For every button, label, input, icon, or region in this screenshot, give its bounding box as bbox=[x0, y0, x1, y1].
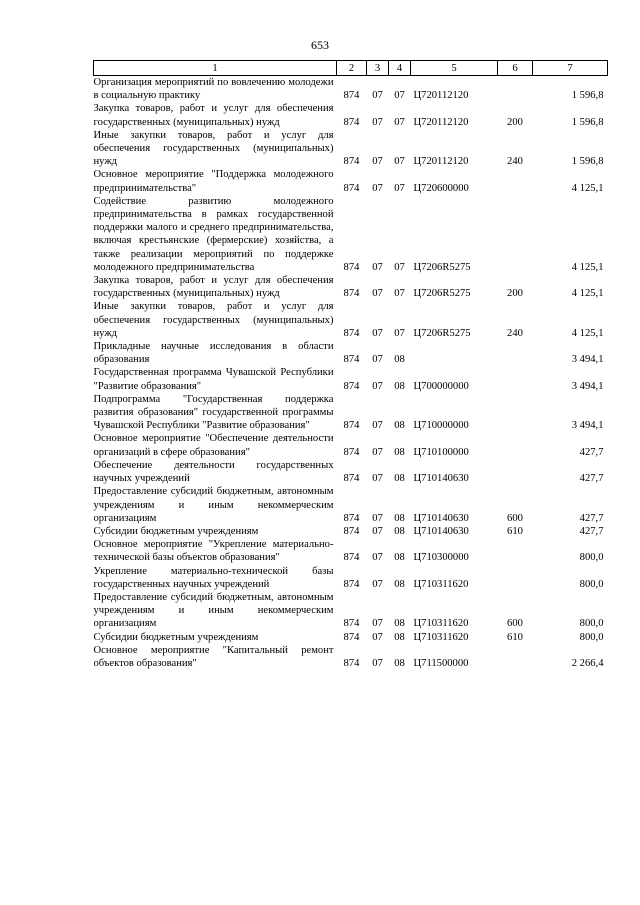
row-section: 07 bbox=[372, 380, 383, 392]
row-target: Ц720112120 bbox=[413, 156, 469, 168]
row-gr: 874 bbox=[343, 420, 360, 432]
header-cell-target: 5 bbox=[411, 61, 498, 76]
row-section: 07 bbox=[372, 618, 383, 630]
table-row bbox=[94, 631, 608, 644]
table-row bbox=[94, 129, 608, 169]
row-name: Предоставление субсидий бюджетным, автономным учреждениям и иным некоммерческим организациям bbox=[93, 591, 334, 630]
row-subsection: 08 bbox=[394, 420, 405, 432]
row-type: 240 bbox=[507, 327, 523, 339]
row-gr: 874 bbox=[343, 657, 360, 669]
row-target: Ц710300000 bbox=[413, 552, 469, 564]
header-cell-gr: 2 bbox=[337, 61, 367, 76]
table-row bbox=[94, 432, 608, 458]
row-type bbox=[498, 538, 533, 564]
row-subsection: 07 bbox=[394, 327, 405, 339]
row-section: 07 bbox=[372, 156, 383, 168]
row-section: 07 bbox=[372, 261, 383, 273]
row-amount: 800,0 bbox=[579, 618, 604, 630]
row-target: Ц700000000 bbox=[413, 380, 469, 392]
row-gr: 874 bbox=[343, 525, 360, 537]
row-section: 07 bbox=[372, 631, 383, 643]
row-type: 610 bbox=[507, 631, 523, 643]
table-row bbox=[94, 168, 608, 194]
row-subsection: 07 bbox=[394, 288, 405, 300]
row-target: Ц710140630 bbox=[413, 512, 469, 524]
row-target: Ц720112120 bbox=[413, 116, 469, 128]
table-row bbox=[94, 195, 608, 274]
row-section: 07 bbox=[372, 420, 383, 432]
table-row bbox=[94, 393, 608, 433]
row-target: Ц720600000 bbox=[413, 182, 469, 194]
row-subsection: 08 bbox=[394, 552, 405, 564]
row-amount: 427,7 bbox=[579, 525, 604, 537]
row-subsection: 07 bbox=[394, 182, 405, 194]
row-name: Организация мероприятий по вовлечению молодежи в социальную практику bbox=[93, 77, 334, 102]
row-name: Прикладные научные исследования в области образования bbox=[93, 341, 334, 366]
row-type: 200 bbox=[507, 116, 523, 128]
table-row bbox=[94, 591, 608, 631]
row-type bbox=[498, 432, 533, 458]
table-row bbox=[94, 644, 608, 670]
row-section: 07 bbox=[372, 525, 383, 537]
row-type bbox=[498, 366, 533, 392]
row-gr: 874 bbox=[343, 473, 360, 485]
row-target: Ц720112120 bbox=[413, 90, 469, 102]
row-subsection: 08 bbox=[394, 578, 405, 590]
row-name: Основное мероприятие "Укрепление материально-технической базы объектов образования" bbox=[93, 539, 334, 564]
row-amount: 427,7 bbox=[579, 512, 604, 524]
table-row bbox=[94, 340, 608, 366]
row-subsection: 08 bbox=[394, 525, 405, 537]
row-type bbox=[498, 459, 533, 485]
row-gr: 874 bbox=[343, 512, 360, 524]
table-row bbox=[94, 274, 608, 300]
row-type: 610 bbox=[507, 525, 523, 537]
row-type bbox=[498, 76, 533, 103]
header-cell-subsection: 4 bbox=[389, 61, 411, 76]
row-name: Субсидии бюджетным учреждениям bbox=[93, 525, 259, 537]
row-subsection: 07 bbox=[394, 90, 405, 102]
row-amount: 800,0 bbox=[579, 631, 604, 643]
table-row bbox=[94, 76, 608, 103]
row-section: 07 bbox=[372, 116, 383, 128]
row-section: 07 bbox=[372, 473, 383, 485]
row-subsection: 08 bbox=[394, 657, 405, 669]
row-gr: 874 bbox=[343, 90, 360, 102]
row-gr: 874 bbox=[343, 446, 360, 458]
row-amount: 4 125,1 bbox=[571, 288, 604, 300]
row-amount: 1 596,8 bbox=[571, 156, 604, 168]
row-target: Ц710140630 bbox=[413, 525, 469, 537]
row-type bbox=[498, 168, 533, 194]
row-target bbox=[411, 340, 498, 366]
table-row bbox=[94, 366, 608, 392]
row-name: Государственная программа Чувашской Республики "Развитие образования" bbox=[93, 367, 334, 392]
row-gr: 874 bbox=[343, 288, 360, 300]
row-gr: 874 bbox=[343, 618, 360, 630]
row-gr: 874 bbox=[343, 354, 360, 366]
row-amount: 3 494,1 bbox=[571, 354, 604, 366]
row-gr: 874 bbox=[343, 156, 360, 168]
row-section: 07 bbox=[372, 446, 383, 458]
row-amount: 2 266,4 bbox=[571, 657, 604, 669]
row-subsection: 07 bbox=[394, 261, 405, 273]
row-name: Основное мероприятие "Капитальный ремонт объектов образования" bbox=[93, 644, 334, 669]
row-target: Ц710311620 bbox=[413, 578, 469, 590]
page-number: 653 bbox=[311, 38, 329, 52]
row-subsection: 08 bbox=[394, 354, 405, 366]
row-type bbox=[498, 195, 533, 274]
table-row bbox=[94, 485, 608, 525]
row-subsection: 08 bbox=[394, 473, 405, 485]
row-name: Основное мероприятие "Поддержка молодежного предпринимательства" bbox=[93, 169, 334, 194]
row-type: 600 bbox=[507, 512, 523, 524]
row-target: Ц7206R5275 bbox=[413, 288, 471, 300]
row-gr: 874 bbox=[343, 116, 360, 128]
row-amount: 3 494,1 bbox=[571, 380, 604, 392]
row-section: 07 bbox=[372, 578, 383, 590]
table-header bbox=[94, 61, 608, 76]
row-subsection: 07 bbox=[394, 116, 405, 128]
row-type bbox=[498, 565, 533, 591]
row-section: 07 bbox=[372, 182, 383, 194]
row-type bbox=[498, 393, 533, 433]
row-subsection: 07 bbox=[394, 156, 405, 168]
row-section: 07 bbox=[372, 90, 383, 102]
table-row bbox=[94, 565, 608, 591]
row-subsection: 08 bbox=[394, 446, 405, 458]
row-section: 07 bbox=[372, 512, 383, 524]
row-subsection: 08 bbox=[394, 380, 405, 392]
table-row bbox=[94, 538, 608, 564]
row-name: Содействие развитию молодежного предпринимательства в рамках государственной поддержки малого и среднего предпринимательства, включая крестьянские (фермерские) хозяйства, а также реализации мероприятий по поддержке молодежного предпринимательства bbox=[93, 195, 334, 273]
row-name: Укрепление материально-технической базы государственных научных учреждений bbox=[93, 565, 334, 590]
row-amount: 4 125,1 bbox=[571, 182, 604, 194]
row-target: Ц710311620 bbox=[413, 618, 469, 630]
header-cell-amount: 7 bbox=[533, 61, 608, 76]
row-amount: 1 596,8 bbox=[571, 116, 604, 128]
row-target: Ц710311620 bbox=[413, 631, 469, 643]
table-row bbox=[94, 102, 608, 128]
row-gr: 874 bbox=[343, 552, 360, 564]
row-amount: 800,0 bbox=[579, 578, 604, 590]
row-type: 240 bbox=[507, 156, 523, 168]
row-section: 07 bbox=[372, 354, 383, 366]
budget-table bbox=[93, 60, 608, 670]
table-row bbox=[94, 459, 608, 485]
row-amount: 800,0 bbox=[579, 552, 604, 564]
row-gr: 874 bbox=[343, 261, 360, 273]
row-amount: 427,7 bbox=[579, 446, 604, 458]
row-name: Иные закупки товаров, работ и услуг для обеспечения государственных (муниципальных) нужд bbox=[93, 301, 334, 339]
row-name: Субсидии бюджетным учреждениям bbox=[93, 631, 259, 643]
row-subsection: 08 bbox=[394, 512, 405, 524]
header-cell-name: 1 bbox=[94, 61, 337, 76]
table-body bbox=[94, 76, 608, 671]
row-section: 07 bbox=[372, 552, 383, 564]
row-name: Закупка товаров, работ и услуг для обеспечения государственных (муниципальных) нужд bbox=[93, 275, 334, 300]
row-type: 200 bbox=[507, 288, 523, 300]
row-subsection: 08 bbox=[394, 618, 405, 630]
row-target: Ц710140630 bbox=[413, 473, 469, 485]
row-name: Основное мероприятие "Обеспечение деятельности организаций в сфере образования" bbox=[93, 433, 334, 458]
row-amount: 3 494,1 bbox=[571, 420, 604, 432]
row-type bbox=[498, 644, 533, 670]
row-gr: 874 bbox=[343, 327, 360, 339]
row-target: Ц711500000 bbox=[413, 657, 469, 669]
row-amount: 1 596,8 bbox=[571, 90, 604, 102]
row-name: Обеспечение деятельности государственных научных учреждений bbox=[93, 459, 334, 485]
row-target: Ц710000000 bbox=[413, 420, 469, 432]
row-section: 07 bbox=[372, 657, 383, 669]
row-section: 07 bbox=[372, 288, 383, 300]
row-gr: 874 bbox=[343, 380, 360, 392]
row-name: Закупка товаров, работ и услуг для обеспечения государственных (муниципальных) нужд bbox=[93, 103, 334, 128]
row-gr: 874 bbox=[343, 578, 360, 590]
header-cell-section: 3 bbox=[367, 61, 389, 76]
row-name: Предоставление субсидий бюджетным, автономным учреждениям и иным некоммерческим организациям bbox=[93, 486, 334, 524]
row-amount: 4 125,1 bbox=[571, 261, 604, 273]
row-section: 07 bbox=[372, 327, 383, 339]
row-target: Ц710100000 bbox=[413, 446, 469, 458]
row-amount: 4 125,1 bbox=[571, 327, 604, 339]
row-name: Иные закупки товаров, работ и услуг для обеспечения государственных (муниципальных) нужд bbox=[93, 129, 334, 168]
header-row bbox=[94, 61, 608, 76]
row-target: Ц7206R5275 bbox=[413, 327, 471, 339]
row-name: Подпрограмма "Государственная поддержка развития образования" государственной программы Чувашской Республики "Развитие образования" bbox=[93, 393, 334, 432]
table-row bbox=[94, 300, 608, 340]
row-amount: 427,7 bbox=[579, 473, 604, 485]
row-gr: 874 bbox=[343, 631, 360, 643]
row-subsection: 08 bbox=[394, 631, 405, 643]
row-gr: 874 bbox=[343, 182, 360, 194]
row-type bbox=[498, 340, 533, 366]
row-target: Ц7206R5275 bbox=[413, 261, 471, 273]
row-type: 600 bbox=[507, 618, 523, 630]
table-row bbox=[94, 525, 608, 538]
header-cell-type: 6 bbox=[498, 61, 533, 76]
